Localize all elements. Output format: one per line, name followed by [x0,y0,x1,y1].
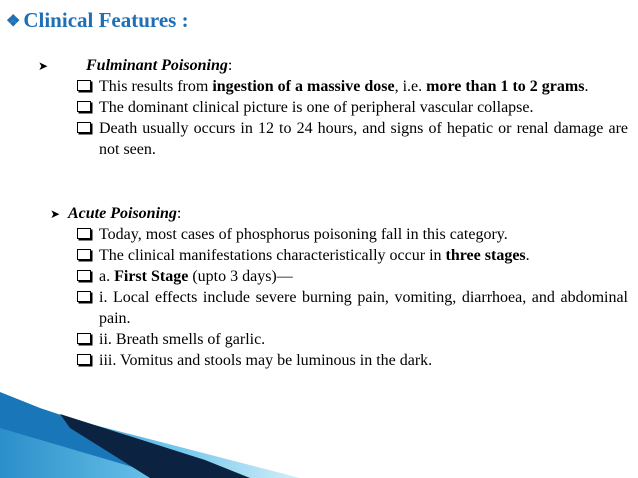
bullet-text [99,118,628,160]
text-run: iii. Vomitus and stools may be luminous in the dark. [99,352,433,369]
bullet-text [99,245,628,266]
bullet-text [99,266,628,287]
section-heading [50,205,628,223]
text-run: The dominant clinical picture is one of peripheral vascular collapse. [99,99,534,116]
bullet-text [99,76,628,97]
section-heading [38,57,628,75]
bullet-item [77,350,628,371]
bullet-item [77,266,628,287]
bullet-text [99,224,628,245]
bold-run: First Stage [114,268,189,285]
text-run: i. Local effects include severe burning pain, vomiting, diarrhoea, and abdominal pain. [99,289,628,327]
bullet-item [77,97,628,118]
text-run: . [584,78,589,95]
bold-run: more than 1 to 2 grams [426,78,585,95]
section-acute-poisoning [50,205,628,371]
text-run: . [525,247,530,264]
checkbox-bullet-icon [77,291,91,302]
text-run: Today, most cases of phosphorus poisoning fall in this category. [99,226,508,243]
bullet-item [77,245,628,266]
text-run: ii. Breath smells of garlic. [99,331,266,348]
text-run: , i.e. [394,78,427,95]
text-run: a. [99,268,115,285]
bullet-list [77,224,628,371]
checkbox-bullet-icon [77,122,91,133]
bullet-item [77,118,628,160]
section-fulminant-poisoning [38,57,628,160]
bullet-item [77,287,628,329]
slide-title [6,8,189,33]
checkbox-bullet-icon [77,80,91,91]
slide-title-text: Clinical Features : [23,8,189,32]
checkbox-bullet-icon [77,333,91,344]
bold-run: three stages [445,247,526,264]
bullet-text [99,287,628,329]
bullet-item [77,224,628,245]
bullet-list [77,76,628,160]
bullet-text [99,97,628,118]
bullet-text [99,350,628,371]
text-run: Death usually occurs in 12 to 24 hours, and signs of hepatic or renal damage are not seen. [99,120,628,158]
checkbox-bullet-icon [77,270,91,281]
arrow-bullet-icon: ➤ [50,207,61,221]
diamond-bullet-icon: ❖ [6,12,21,30]
checkbox-bullet-icon [77,249,91,260]
text-run: This results from [99,78,213,95]
arrow-bullet-icon: ➤ [38,59,49,73]
section-label-suffix: : [227,57,233,74]
bold-run: ingestion of a massive dose [212,78,395,95]
decorative-corner-swoosh [0,388,638,478]
bullet-text [99,329,628,350]
bullet-item [77,329,628,350]
bullet-item [77,76,628,97]
text-run: (upto 3 days)— [188,268,293,285]
text-run: The clinical manifestations characteristically occur in [99,247,446,264]
checkbox-bullet-icon [77,101,91,112]
checkbox-bullet-icon [77,228,91,239]
section-label-suffix: : [176,205,182,222]
section-label: Acute Poisoning [68,205,177,222]
section-label: Fulminant Poisoning [86,57,228,74]
checkbox-bullet-icon [77,354,91,365]
